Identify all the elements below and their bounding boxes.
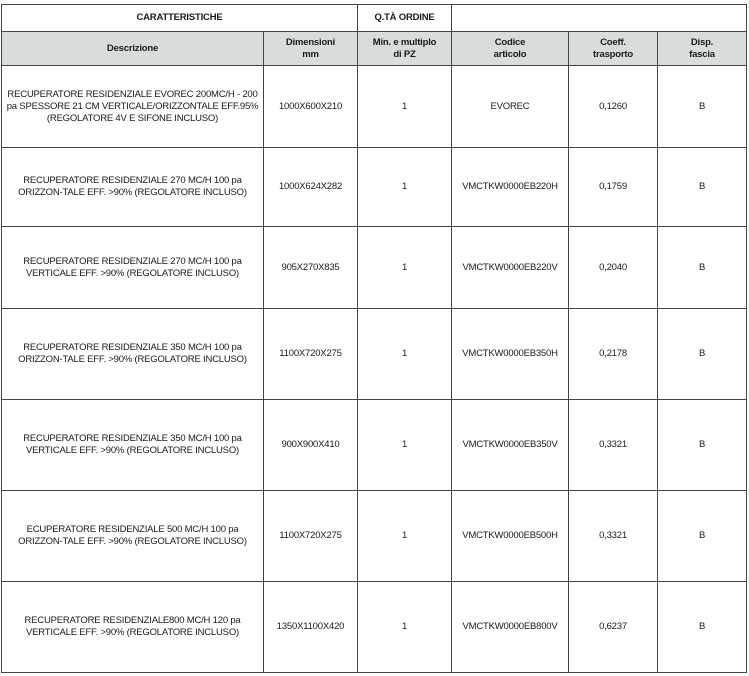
table-row [2, 227, 747, 309]
cell-codice: VMCTKW0000EB220V [452, 227, 569, 309]
cell-codice: VMCTKW0000EB350H [452, 309, 569, 400]
cell-codice: VMCTKW0000EB500H [452, 491, 569, 582]
cell-disp: B [658, 227, 747, 309]
cell-coeff: 0,6237 [569, 582, 658, 673]
table-row [2, 66, 747, 148]
cell-descrizione: RECUPERATORE RESIDENZIALE 350 MC/H 100 pa ORIZZON-TALE EFF. >90% (REGOLATORE INCLUSO) [2, 309, 264, 400]
col-header-min-multiplo: Min. e multiplo di PZ [358, 32, 452, 66]
cell-codice: EVOREC [452, 66, 569, 148]
cell-min: 1 [358, 148, 452, 227]
col-header-dimensioni: Dimensioni mm [264, 32, 358, 66]
cell-min: 1 [358, 400, 452, 491]
cell-min: 1 [358, 227, 452, 309]
table-row [2, 309, 747, 400]
cell-disp: B [658, 400, 747, 491]
col-header-codice: Codice articolo [452, 32, 569, 66]
cell-descrizione: RECUPERATORE RESIDENZIALE 270 MC/H 100 pa VERTICALE EFF. >90% (REGOLATORE INCLUSO) [2, 227, 264, 309]
cell-coeff: 0,2040 [569, 227, 658, 309]
cell-descrizione: ECUPERATORE RESIDENZIALE 500 MC/H 100 pa ORIZZON-TALE EFF. >90% (REGOLATORE INCLUSO) [2, 491, 264, 582]
col-header-disp: Disp. fascia [658, 32, 747, 66]
column-header-row [2, 32, 747, 66]
cell-disp: B [658, 66, 747, 148]
cell-dimensioni: 1000X624X282 [264, 148, 358, 227]
cell-descrizione: RECUPERATORE RESIDENZIALE800 MC/H 120 pa VERTICALE EFF. >90% (REGOLATORE INCLUSO) [2, 582, 264, 673]
group-header-qta-ordine: Q.TÀ ORDINE [358, 5, 452, 32]
cell-dimensioni: 1350X1100X420 [264, 582, 358, 673]
cell-disp: B [658, 309, 747, 400]
cell-disp: B [658, 491, 747, 582]
cell-codice: VMCTKW0000EB350V [452, 400, 569, 491]
group-header-caratteristiche: CARATTERISTICHE [2, 5, 358, 32]
col-header-descrizione: Descrizione [2, 32, 264, 66]
col-header-coeff: Coeff. trasporto [569, 32, 658, 66]
table-row [2, 400, 747, 491]
product-spec-table [1, 4, 747, 673]
cell-dimensioni: 1100X720X275 [264, 491, 358, 582]
cell-disp: B [658, 148, 747, 227]
cell-min: 1 [358, 491, 452, 582]
group-header-empty [452, 5, 747, 32]
table-row [2, 491, 747, 582]
cell-coeff: 0,3321 [569, 400, 658, 491]
group-header-row [2, 5, 747, 32]
cell-dimensioni: 1000X600X210 [264, 66, 358, 148]
cell-dimensioni: 900X900X410 [264, 400, 358, 491]
cell-descrizione: RECUPERATORE RESIDENZIALE 270 MC/H 100 pa ORIZZON-TALE EFF. >90% (REGOLATORE INCLUSO) [2, 148, 264, 227]
cell-coeff: 0,1260 [569, 66, 658, 148]
cell-coeff: 0,2178 [569, 309, 658, 400]
table-row [2, 148, 747, 227]
cell-codice: VMCTKW0000EB220H [452, 148, 569, 227]
cell-coeff: 0,3321 [569, 491, 658, 582]
cell-descrizione: RECUPERATORE RESIDENZIALE EVOREC 200MC/H - 200 pa SPESSORE 21 CM VERTICALE/ORIZZONTALE EFF.95% (REGOLATORE 4V E SIFONE INCLUSO) [2, 66, 264, 148]
cell-codice: VMCTKW0000EB800V [452, 582, 569, 673]
cell-coeff: 0,1759 [569, 148, 658, 227]
cell-min: 1 [358, 66, 452, 148]
table-row [2, 582, 747, 673]
cell-min: 1 [358, 582, 452, 673]
cell-min: 1 [358, 309, 452, 400]
cell-dimensioni: 905X270X835 [264, 227, 358, 309]
cell-descrizione: RECUPERATORE RESIDENZIALE 350 MC/H 100 pa VERTICALE EFF. >90% (REGOLATORE INCLUSO) [2, 400, 264, 491]
cell-disp: B [658, 582, 747, 673]
cell-dimensioni: 1100X720X275 [264, 309, 358, 400]
